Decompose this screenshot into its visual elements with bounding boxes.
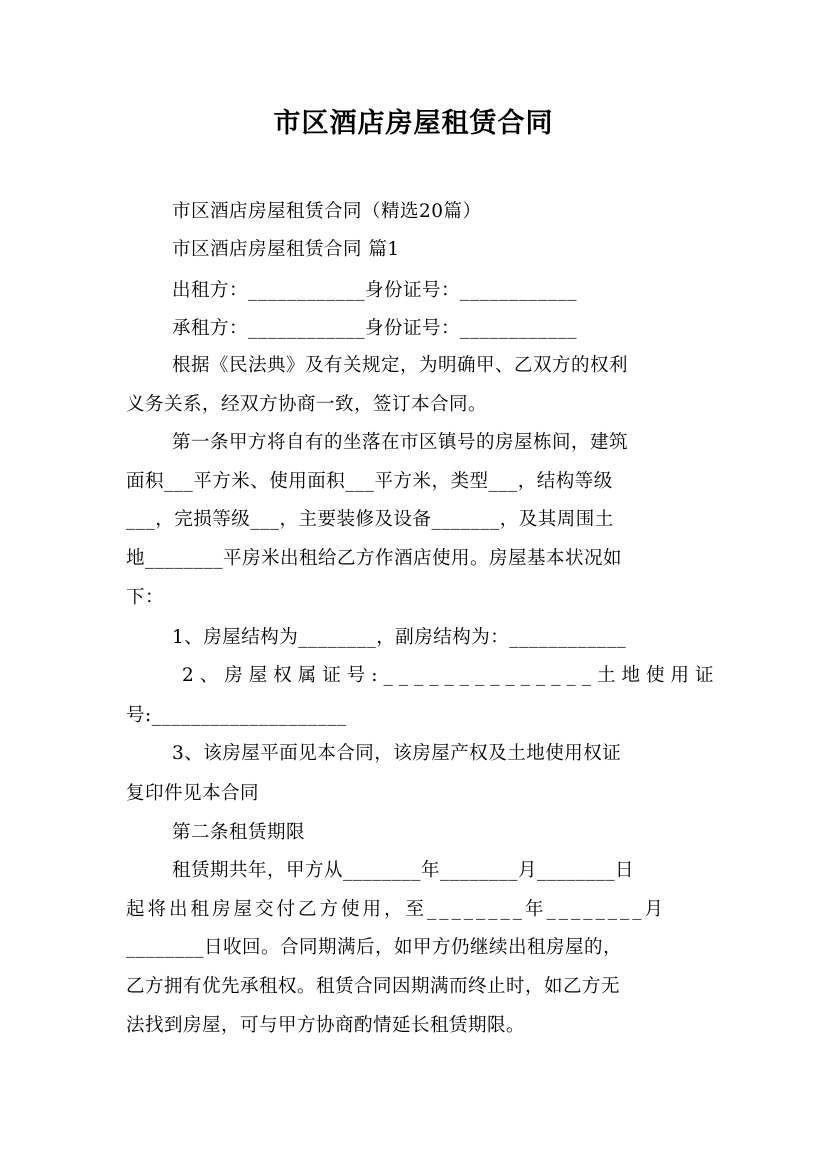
- lessor-line: 出租方：____________身份证号：____________: [172, 280, 578, 301]
- article-2-line-1: 租赁期共年，甲方从________年________月________日: [172, 860, 635, 881]
- item-2-ownership-line-1: 2、房屋权属证号:______________土地使用证: [182, 665, 720, 686]
- lessee-line: 承租方：____________身份证号：____________: [172, 318, 578, 339]
- item-3-line-1: 3、该房屋平面见本合同，该房屋产权及土地使用权证: [172, 743, 622, 764]
- article-1-line-2: 面积___平方米、使用面积___平方米，类型___，结构等级: [126, 471, 613, 492]
- item-3-line-2: 复印件见本合同: [126, 783, 260, 804]
- article-1-line-3: ___，完损等级___，主要装修及设备_______，及其周围土: [126, 509, 614, 530]
- article-2-line-4: 乙方拥有优先承租权。租赁合同因期满而终止时，如乙方无: [126, 976, 621, 997]
- paragraph-text: 根据《民法典》及有关规定，为明确甲、乙双方的权利: [172, 355, 629, 376]
- article-2-line-5: 法找到房屋，可与甲方协商酌情延长租赁期限。: [126, 1015, 526, 1036]
- item-1-structure: 1、房屋结构为________，副房结构为：____________: [172, 627, 627, 648]
- article-1-line-4: 地________平房米出租给乙方作酒店使用。房屋基本状况如: [126, 548, 623, 569]
- section-heading-part-1: 市区酒店房屋租赁合同 篇1: [172, 239, 400, 260]
- document-subtitle: 市区酒店房屋租赁合同（精选20篇）: [172, 201, 482, 222]
- paragraph-intro-line-1: [172, 354, 700, 378]
- item-2-ownership-line-2: 号:____________________: [126, 705, 347, 726]
- article-2-line-3: ________日收回。合同期满后，如甲方仍继续出租房屋的，: [126, 937, 623, 958]
- article-2-heading: 第二条租赁期限: [172, 822, 306, 843]
- article-1-line-5: 下：: [126, 587, 165, 608]
- article-2-line-2: 起将出租房屋交付乙方使用，至________年________月: [126, 899, 667, 920]
- article-1-line-1: 第一条甲方将自有的坐落在市区镇号的房屋栋间，建筑: [172, 432, 629, 453]
- paragraph-intro-line-2: 义务关系，经双方协商一致，签订本合同。: [126, 394, 488, 415]
- document-title: 市区酒店房屋租赁合同: [273, 108, 554, 139]
